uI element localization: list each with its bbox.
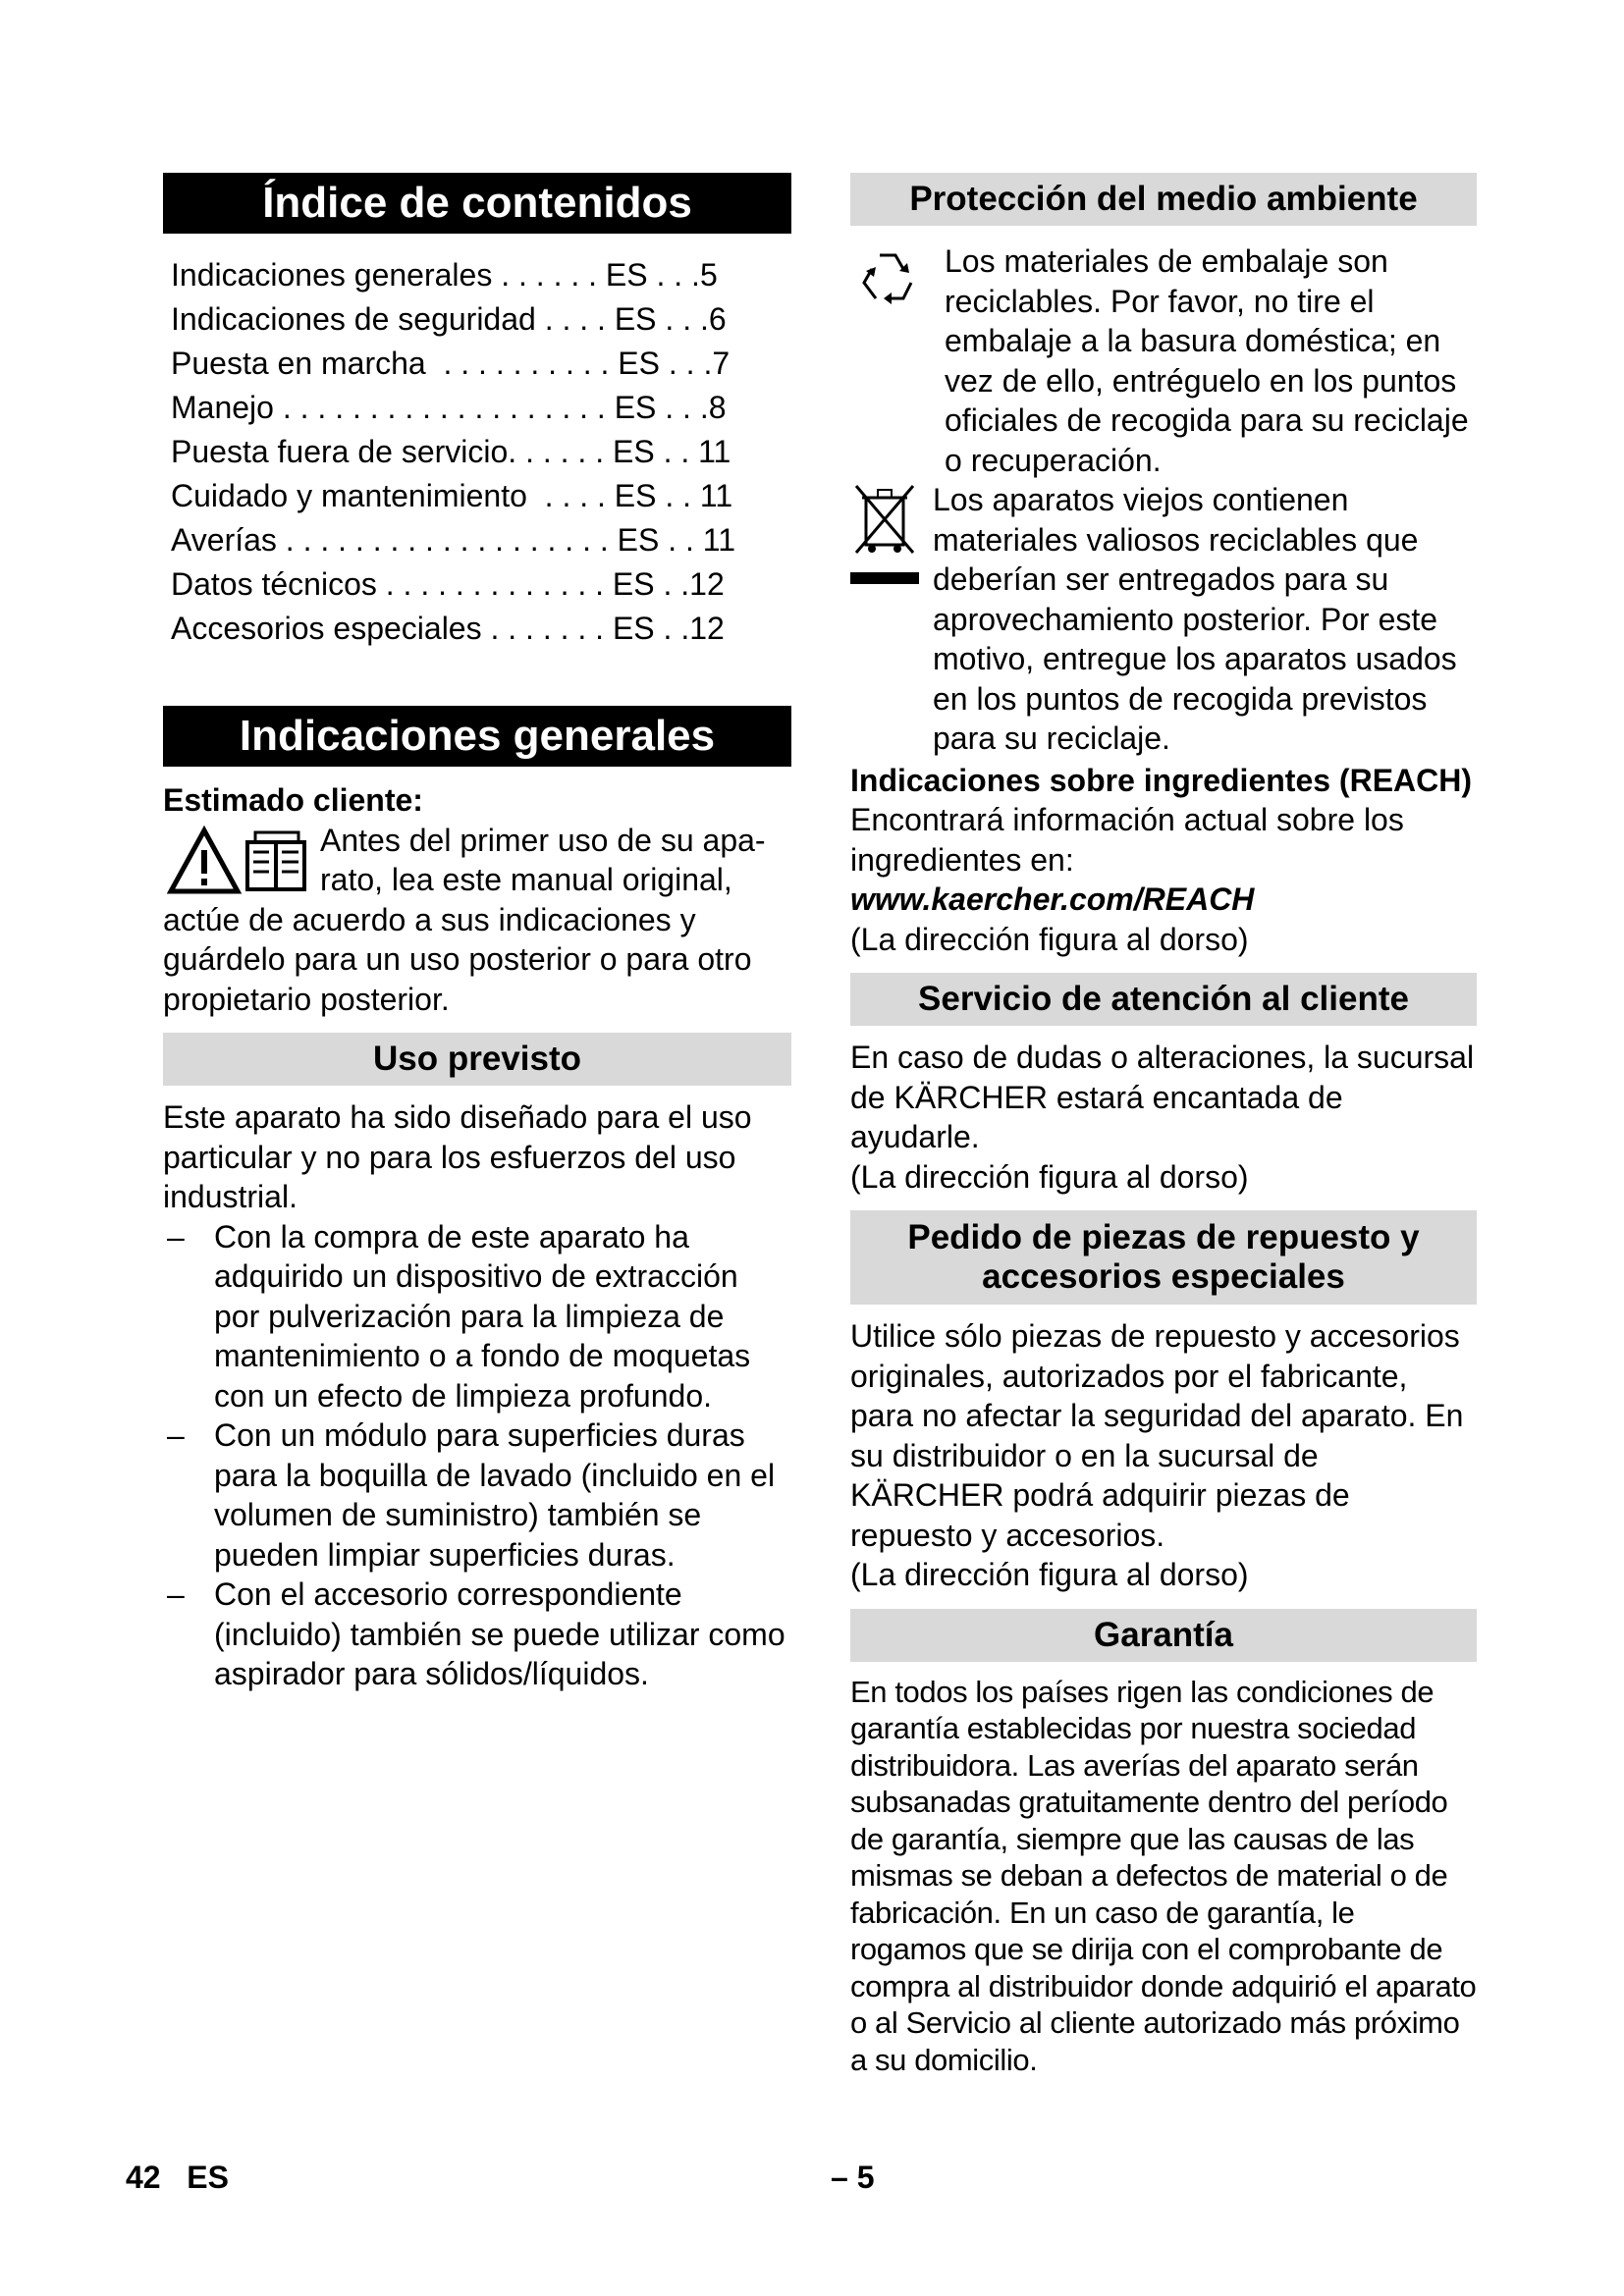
intended-use-text: Este aparato ha sido diseñado para el uso particular y no para los esfuerzos del uso industrial.	[163, 1099, 752, 1214]
section-page: – 5	[831, 2160, 875, 2195]
reach-link[interactable]: www.kaercher.com/REACH	[850, 881, 1255, 917]
service-text: En caso de dudas o alteraciones, la sucursal de KÄRCHER estará encantada de ayudarle.	[850, 1040, 1475, 1154]
toc-row[interactable]: Indicaciones de seguridad . . . . ES . . .6	[171, 301, 727, 337]
toc-title: Índice de contenidos	[163, 173, 791, 234]
service-title: Servicio de atención al cliente	[850, 973, 1477, 1026]
toc-row[interactable]: Puesta fuera de servicio. . . . . . ES . . 11	[171, 434, 731, 469]
warning-icon	[167, 825, 312, 897]
language-code: ES	[187, 2160, 229, 2195]
intro-line-1: Antes del primer uso de su apa-	[320, 822, 766, 858]
toc-row[interactable]: Indicaciones generales . . . . . . ES . . .5	[171, 257, 718, 293]
parts-text: Utilice sólo piezas de repuesto y accesorios originales, autorizados por el fabricante, para no afectar la seguridad del aparato. En su distribuidor o en la sucursal de KÄRCHER podrá adquirir piezas de repuesto y accesorios.	[850, 1318, 1464, 1553]
list-item: – Con la compra de este aparato ha adquirido un dispositivo de extracción por pulverización para la limpieza de mantenimiento o a fondo de moquetas con un efecto de limpieza profundo.	[167, 1218, 751, 1414]
warning-manual-icons	[167, 825, 312, 897]
toc-row[interactable]: Accesorios especiales . . . . . . . ES . .12	[171, 611, 725, 646]
recycle-icon	[858, 247, 917, 306]
list-item: – Con el accesorio correspondiente (incluido) también se puede utilizar como aspirador para sólidos/líquidos.	[167, 1576, 785, 1691]
reach-text: Encontrará información actual sobre los ingredientes en:	[850, 802, 1404, 878]
crossed-bin-icon	[850, 480, 919, 598]
weee-text: Los aparatos viejos contienen materiales valiosos reciclables que deberían ser entregados para su aprovechamiento posterior. Por este motivo, entregue los aparatos usados en los puntos de recogida previstos para su reciclaje.	[933, 482, 1457, 756]
parts-title: Pedido de piezas de repuesto y accesorios especiales	[850, 1210, 1477, 1305]
service-note: (La dirección figura al dorso)	[850, 1158, 1249, 1195]
warranty-text: En todos los países rigen las condiciones de garantía establecidas por nuestra sociedad distribuidora. Las averías del aparato serán subsanadas gratuitamente dentro del período de garantía, siempre que las causas de las mismas se deban a defectos de material o de fabricación. En un caso de garantía, le rogamos que se dirija con el comprobante de compra al distribuidor donde adquirió el aparato o al Servicio al cliente autorizado más próximo a su domicilio.	[850, 1674, 1477, 2077]
list-item: – Con un módulo para superficies duras para la boquilla de lavado (incluido en el volumen de suministro) también se pueden limpiar superficies duras.	[167, 1417, 776, 1573]
page-number: 42 ES	[126, 2160, 229, 2195]
recycle-block	[850, 241, 1477, 480]
intro-text: actúe de acuerdo a sus indicaciones y guárdelo para un uso posterior o para otro propietario posterior.	[163, 901, 752, 1017]
reach-note: (La dirección figura al dorso)	[850, 921, 1249, 957]
greeting: Estimado cliente:	[163, 782, 423, 818]
right-column	[850, 173, 1477, 2078]
manual-icon	[247, 832, 304, 889]
parts-note: (La dirección figura al dorso)	[850, 1557, 1249, 1592]
toc-row[interactable]: Manejo . . . . . . . . . . . . . . . . . . . ES . . .8	[171, 390, 727, 425]
toc-row[interactable]: Cuidado y mantenimiento . . . . ES . . 11	[171, 478, 733, 513]
intro-line-2: rato, lea este manual original,	[320, 862, 732, 897]
intended-use-title: Uso previsto	[163, 1033, 791, 1086]
recycle-text: Los materiales de embalaje son reciclables. Por favor, no tire el embalaje a la basura doméstica; en vez de ello, entréguelo en los puntos oficiales de recogida para su reciclaje o recuperación.	[945, 243, 1469, 478]
environment-title: Protección del medio ambiente	[850, 173, 1477, 226]
toc-row[interactable]: Datos técnicos . . . . . . . . . . . . . ES . .12	[171, 566, 725, 602]
left-column	[163, 173, 791, 1694]
toc-row[interactable]: Averías . . . . . . . . . . . . . . . . . . . ES . . 11	[171, 522, 735, 558]
warranty-title: Garantía	[850, 1609, 1477, 1662]
toc-list	[163, 253, 791, 651]
general-title: Indicaciones generales	[163, 706, 791, 767]
toc-row[interactable]: Puesta en marcha . . . . . . . . . . ES . . .7	[171, 346, 731, 381]
weee-block	[850, 480, 1477, 759]
reach-heading: Indicaciones sobre ingredientes (REACH)	[850, 762, 1473, 798]
intro-block	[163, 821, 791, 1020]
